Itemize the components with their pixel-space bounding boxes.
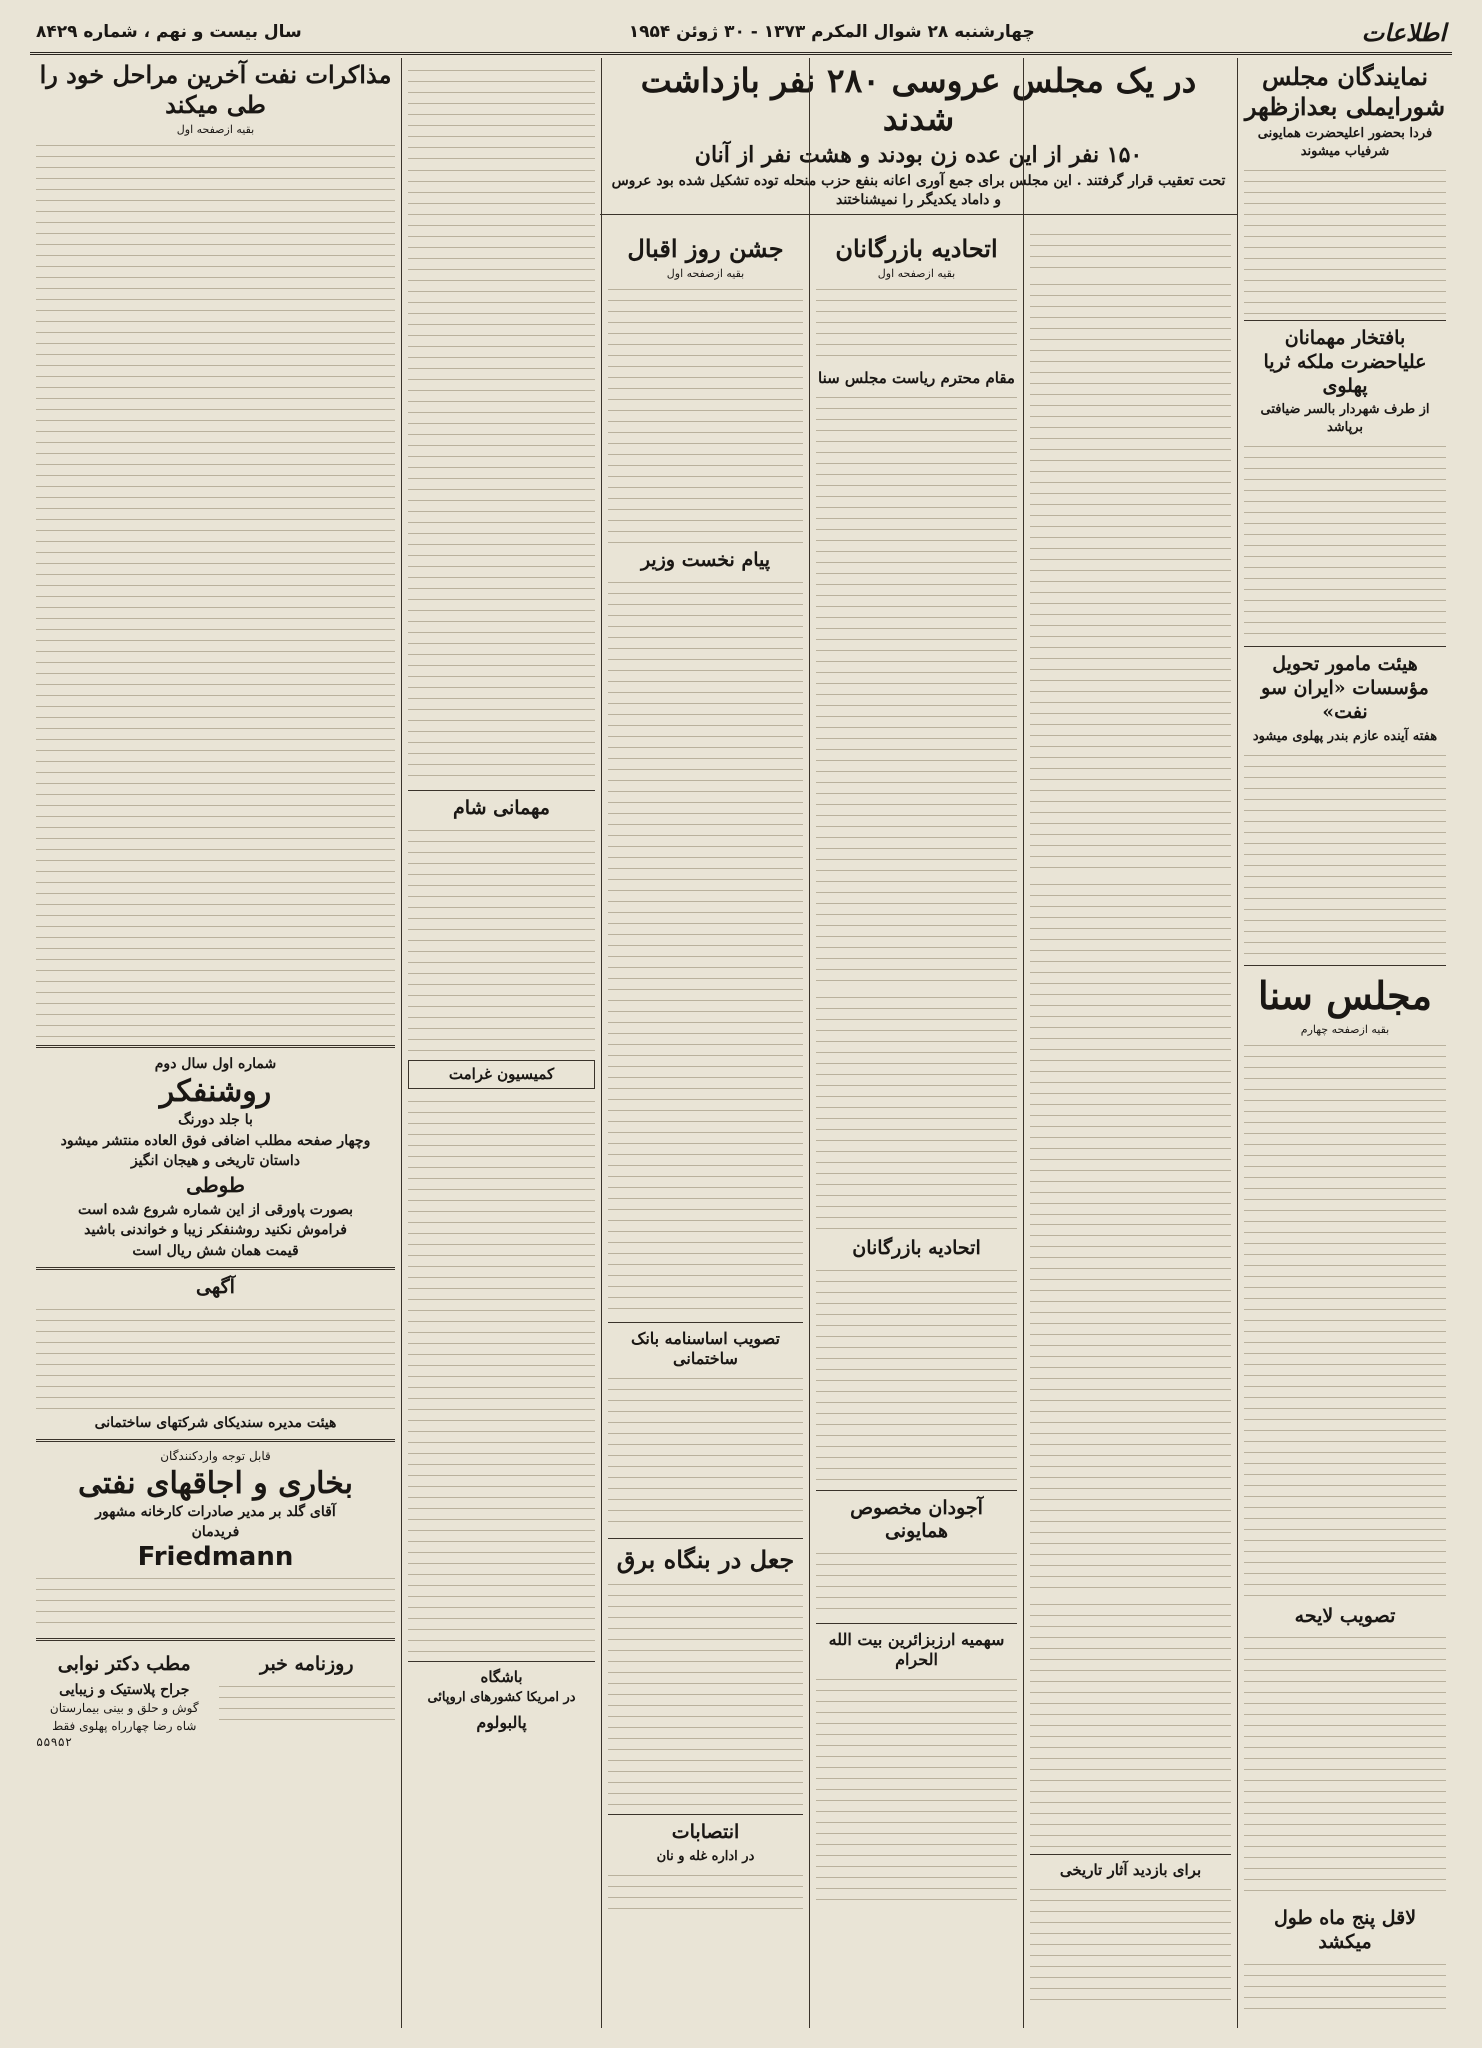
- article-body: [408, 1095, 595, 1655]
- ad-roshanfekr-tuti: طوطی: [186, 1173, 245, 1198]
- headline-royal-adjutant: آجودان مخصوص همایونی: [850, 1496, 983, 1543]
- article-body: [816, 991, 1017, 1231]
- article-body: [408, 824, 595, 1054]
- ad-doctor-title: مطب دکتر نوابی: [57, 1653, 191, 1676]
- ad-doctor-address: شاه رضا چهارراه پهلوی فقط: [52, 1718, 197, 1733]
- ad-roshanfekr-serial: بصورت پاورقی از این شماره شروع شده است: [77, 1202, 353, 1219]
- headline-five-months: لاقل پنج ماه طول میکشد: [1273, 1907, 1417, 1954]
- kicker-senate: بقیه ازصفحه چهارم: [1300, 1022, 1390, 1036]
- headline-bazaar-union: اتحادیه بازرگانان: [835, 234, 998, 263]
- ad-friedmann-title: بخاری و اجاقهای نفتی: [77, 1465, 354, 1501]
- article-body: [1030, 1218, 1231, 1598]
- article-body: [816, 1264, 1017, 1484]
- article-body: [608, 283, 803, 543]
- ad-friedmann-attention: قابل توجه واردکنندگان: [160, 1449, 271, 1464]
- headline-dinner: مهمانی شام: [453, 797, 550, 819]
- article-body: [36, 1572, 395, 1632]
- ad-doctor-ent: گوش و حلق و بینی بیمارستان: [49, 1701, 199, 1716]
- article-body: [1030, 878, 1231, 1218]
- ad-friedmann: [36, 1448, 395, 1632]
- ad-roshanfekr-pages: وچهار صفحه مطلب اضافی فوق العاده منتشر میشود: [60, 1132, 371, 1149]
- column-4: [601, 58, 809, 2028]
- ad-roshanfekr-cover: با جلد دورنگ: [178, 1112, 253, 1129]
- headline-appointments: انتصابات: [671, 1820, 740, 1843]
- headline-historical-sites: برای بازدید آثار تاریخی: [1059, 1861, 1202, 1879]
- ad-roshanfekr-title: روشنفکر: [159, 1074, 272, 1110]
- ad-roshanfekr-story: داستان تاریخی و هیجان انگیز: [130, 1152, 301, 1169]
- article-body: [608, 576, 803, 1316]
- headline-bazaar-union-2: اتحادیه بازرگانان: [852, 1236, 981, 1259]
- kicker-bazaar-union: بقیه ازصفحه اول: [877, 267, 956, 280]
- article-body: [816, 1673, 1017, 1903]
- column-3: [809, 58, 1023, 2028]
- article-body: [608, 1372, 803, 1532]
- article-body: [36, 1303, 395, 1413]
- masthead: [30, 18, 1452, 55]
- headline-iran-oil: هیئت مامور تحویل مؤسسات «ایران سو نفت»: [1261, 653, 1429, 723]
- article-body: [816, 1547, 1017, 1617]
- masthead-date: چهارشنبه ۲۸ شوال المکرم ۱۳۷۳ - ۳۰ ژوئن ۱۹۵۴: [628, 22, 1035, 42]
- ad-notice: [36, 1276, 395, 1433]
- article-body: [816, 283, 1017, 363]
- column-1: [1237, 58, 1452, 2028]
- ad-doctor-phone: ۵۵۹۵۲: [36, 1734, 73, 1749]
- page-grid: [30, 58, 1452, 2028]
- subhead-queen-guests: از طرف شهردار بالسر ضیافتی برپاشد: [1260, 402, 1430, 435]
- article-body: [1244, 440, 1446, 640]
- headline-palbolom: پالبولوم: [476, 1712, 527, 1732]
- lead-title: در یک مجلس عروسی ۲۸۰ نفر بازداشت شدند: [640, 61, 1197, 138]
- kicker-eqbal-day: بقیه ازصفحه اول: [666, 267, 745, 280]
- lead-deck: تحت تعقیب قرار گرفتند . این مجلس برای جمع آوری اعانه بنفع حزب منحله توده تشکیل شده بود عروس و داماد یکدیگر را نمیشناختند: [611, 172, 1226, 208]
- article-body: [608, 1578, 803, 1808]
- ad-roshanfekr: [36, 1054, 395, 1261]
- article-body: [1030, 1598, 1231, 1848]
- headline-majlis-audience: نمایندگان مجلس شورایملی بعدازظهر: [1244, 62, 1446, 121]
- subhead-majlis-audience: فردا بحضور اعلیحضرت همایونی شرفیاب میشوند: [1257, 126, 1433, 159]
- headline-eqbal-day: جشن روز اقبال: [627, 234, 784, 263]
- ad-notice-title: آگهی: [196, 1276, 235, 1299]
- headline-senate-speaker: مقام محترم ریاست مجلس سنا: [818, 369, 1015, 387]
- article-body: [36, 139, 395, 1039]
- masthead-logo: اطلاعات: [1361, 17, 1446, 47]
- ad-friedmann-brand: Friedmann: [137, 1542, 294, 1573]
- column-6: [30, 58, 401, 2028]
- subhead-club: در امریکا کشورهای اروپائی: [427, 1690, 576, 1706]
- article-body: [1244, 749, 1446, 959]
- column-2: [1023, 58, 1237, 2028]
- headline-compensation: کمیسیون غرامت: [448, 1064, 555, 1083]
- headline-hajj-currency: سهمیه ارزبزائرین بیت الله الحرام: [828, 1630, 1005, 1669]
- ad-roshanfekr-reminder: فراموش نکنید روشنفکر زیبا و خواندنی باشید: [84, 1222, 347, 1239]
- subhead-appointments: در اداره غله و نان: [656, 1848, 755, 1864]
- ad-khabar-title: روزنامه خبر: [259, 1653, 354, 1676]
- article-body: [1244, 1958, 1446, 2018]
- article-body: [1244, 164, 1446, 314]
- headline-pm-message: پیام نخست وزیر: [640, 549, 771, 571]
- ad-doctor-specialty: جراح پلاستیک و زیبایی: [59, 1681, 190, 1698]
- column-5: [401, 58, 601, 2028]
- box-compensation: [408, 1060, 595, 1089]
- headline-club: باشگاه: [480, 1667, 523, 1686]
- kicker-oil-talks: بقیه ازصفحه اول: [176, 123, 255, 136]
- ad-friedmann-name-fa: فریدمان: [191, 1523, 240, 1540]
- article-body: [1030, 278, 1231, 878]
- ad-friedmann-manager: آقای گلد بر مدیر صادرات کارخانه مشهور: [95, 1503, 336, 1520]
- article-body: [219, 1680, 396, 1720]
- ad-notice-signature: هیئت مدیره سندیکای شرکتهای ساختمانی: [94, 1414, 337, 1431]
- ad-bottom-row: [36, 1647, 395, 1749]
- headline-construction-bank: تصویب اساسنامه بانک ساختمانی: [631, 1328, 780, 1368]
- article-body: [608, 1869, 803, 1909]
- headline-senate: مجلس سنا: [1257, 973, 1433, 1019]
- headline-power-forgery: جعل در بنگاه برق: [616, 1544, 795, 1574]
- subhead-iran-oil: هفته آینده عازم بندر پهلوی میشود: [1252, 728, 1438, 744]
- article-body: [1244, 1631, 1446, 1901]
- article-body: [1030, 228, 1231, 278]
- article-body: [816, 391, 1017, 991]
- article-body: [408, 64, 595, 164]
- article-body: [1030, 1883, 1231, 2003]
- ad-roshanfekr-issue: شماره اول سال دوم: [154, 1056, 277, 1072]
- article-body: [408, 164, 595, 784]
- headline-bill-approval: تصویب لایحه: [1294, 1604, 1396, 1627]
- masthead-issue: سال بیست و نهم ، شماره ۸۴۲۹: [36, 22, 302, 42]
- headline-queen-guests: بافتخار مهمانان علیاحضرت ملکه ثریا پهلوی: [1263, 327, 1427, 397]
- article-body: [1244, 1039, 1446, 1599]
- headline-oil-talks: مذاکرات نفت آخرین مراحل خود را طی میکند: [39, 60, 392, 119]
- lead-subtitle: ۱۵۰ نفر از این عده زن بودند و هشت نفر از آنان: [694, 141, 1143, 168]
- ad-roshanfekr-price: قیمت همان شش ریال است: [132, 1242, 299, 1259]
